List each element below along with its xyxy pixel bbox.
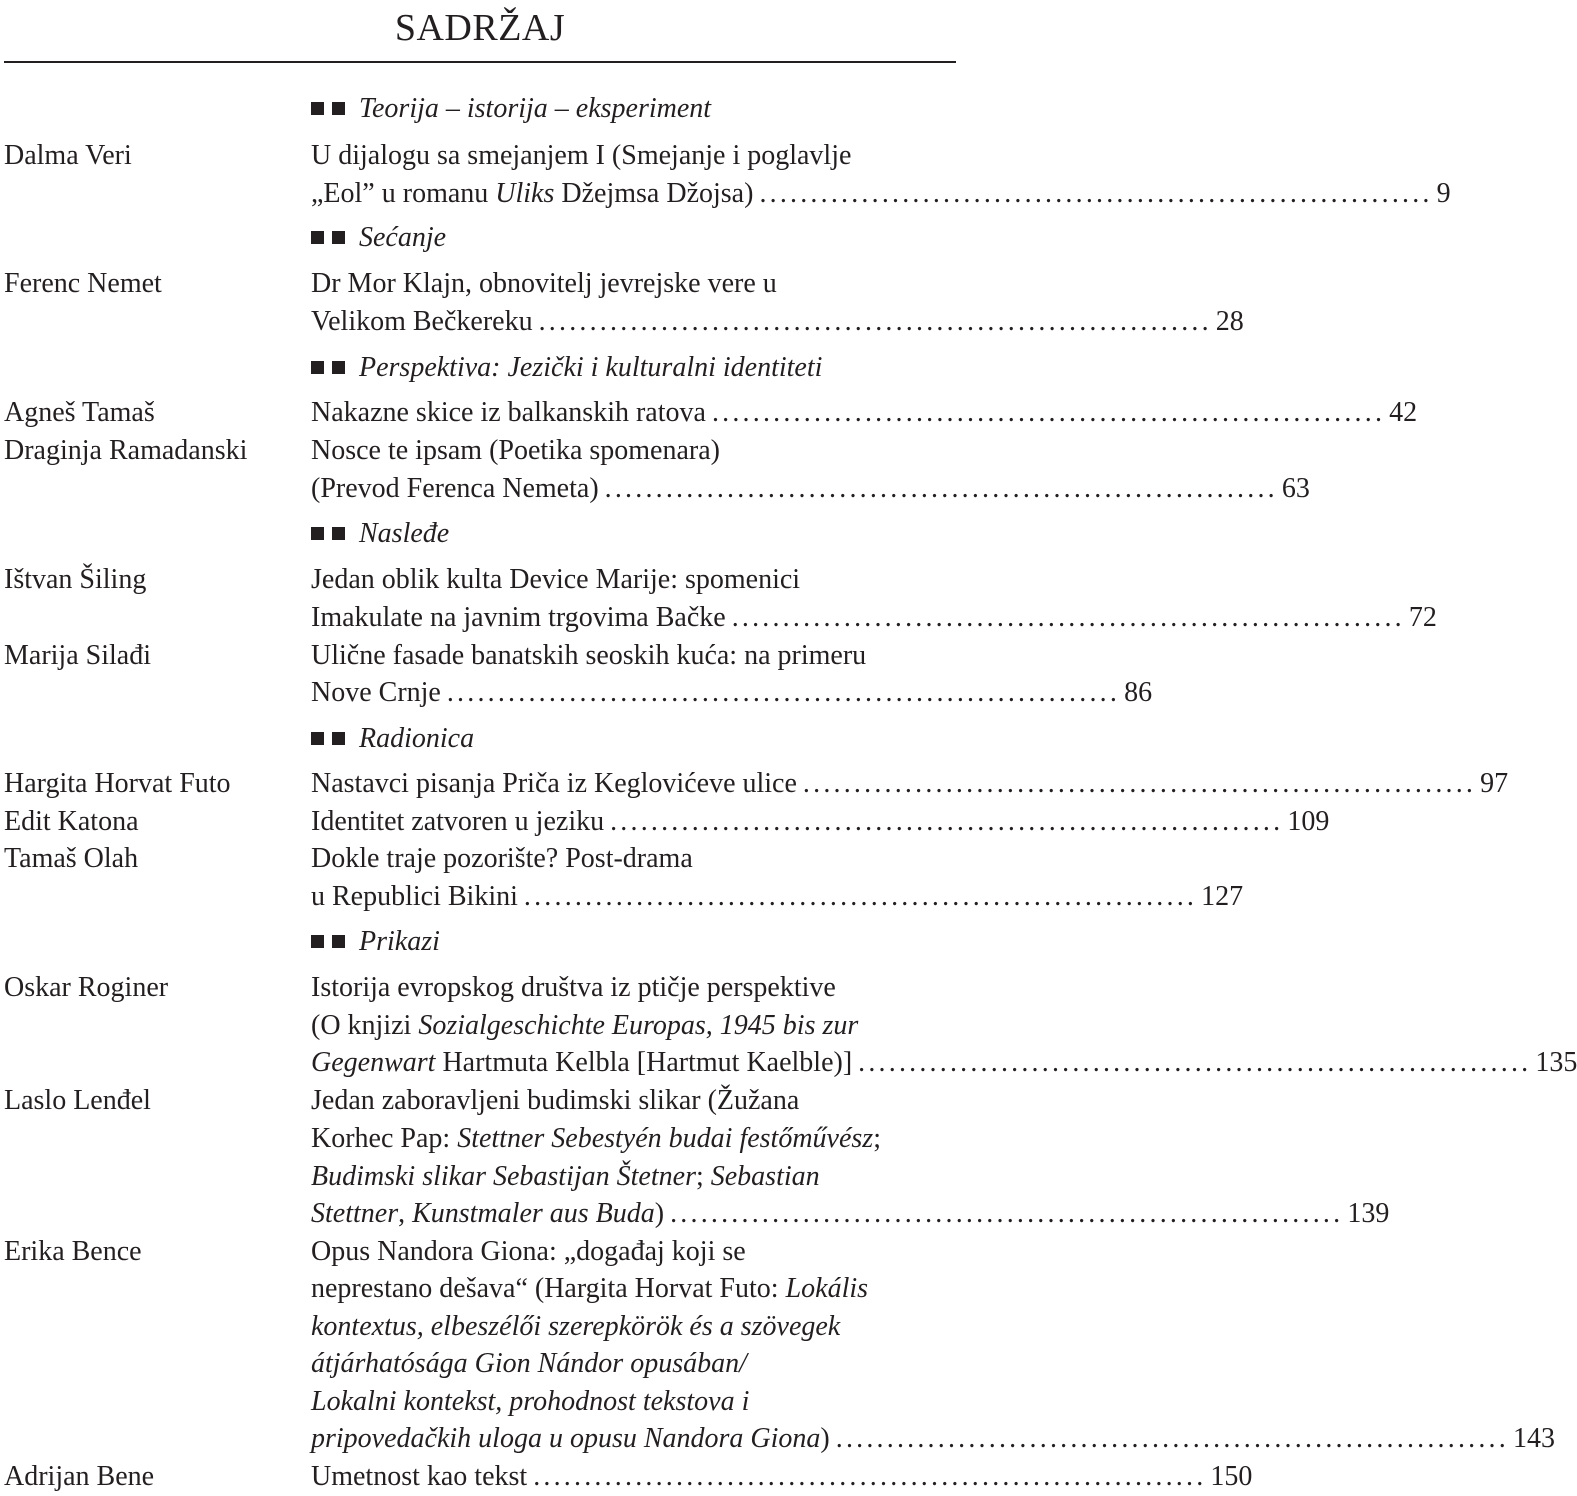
entry-title: neprestano dešava“ (Hargita Horvat Futo: (311, 1273, 786, 1304)
entry-title-italic: Sebastian (710, 1161, 820, 1192)
page-title: SADRŽAJ (394, 7, 566, 49)
entry-title: , (398, 1198, 413, 1229)
section-title: Nasleđe (359, 518, 450, 549)
toc-entry-line (0, 1195, 1390, 1233)
section-title: Sećanje (359, 222, 447, 253)
section-title: Teorija – istorija – eksperiment (359, 93, 712, 124)
entry-title-italic: Stettner Sebestyén budai festőművész (457, 1123, 874, 1154)
toc-entry-line (0, 1044, 1577, 1082)
bullet-square-icon (332, 935, 345, 948)
toc-entry[interactable] (0, 1082, 960, 1120)
entry-page-number: 42 (1389, 397, 1418, 428)
entry-title: Umetnost kao tekst (311, 1461, 528, 1492)
leader-dots: .................................................................. (523, 881, 1198, 912)
leader-dots: .................................................................. (610, 806, 1284, 837)
entry-page-number: 86 (1124, 677, 1153, 708)
entry-title-italic: Kunstmaler aus Buda (412, 1198, 655, 1229)
entry-author: Tamaš Olah (4, 843, 139, 874)
leader-dots: .................................................................. (446, 677, 1121, 708)
entry-title: Nove Crnje (311, 677, 441, 708)
entry-title: Imakulate na javnim trgovima Bačke (311, 602, 726, 633)
entry-page-number: 139 (1347, 1198, 1390, 1229)
leader-dots: .................................................................. (604, 473, 1278, 504)
entry-title: Velikom Bečkereku (311, 306, 533, 337)
entry-page-number: 109 (1287, 806, 1330, 837)
section-heading (0, 923, 960, 961)
entry-title: Dokle traje pozorište? Post-drama (311, 843, 693, 874)
toc-entry[interactable] (0, 394, 1418, 432)
entry-title: Dr Mor Klajn, obnovitelj jevrejske vere u (311, 268, 777, 299)
section-heading (0, 720, 960, 758)
entry-title: Opus Nandora Giona: „događaj koji se (311, 1236, 746, 1267)
entry-title: Identitet zatvoren u jeziku (311, 806, 605, 837)
entry-title-italic: Lokalni kontekst, prohodnost tekstova i (311, 1386, 750, 1417)
bullet-square-icon (311, 935, 324, 948)
toc-entry-line (0, 599, 1437, 637)
entry-page-number: 135 (1535, 1047, 1577, 1078)
toc-entry[interactable] (0, 840, 960, 878)
section-heading (0, 349, 960, 387)
entry-author: Ferenc Nemet (4, 268, 162, 299)
entry-title-italic: kontextus, elbeszélői szerepkörök és a szövegek (311, 1311, 841, 1342)
leader-dots: .................................................................. (858, 1047, 1532, 1078)
entry-page-number: 63 (1281, 473, 1310, 504)
entry-title: Hartmuta Kelbla [Hartmut Kaelble)] (435, 1047, 853, 1078)
entry-title: Nastavci pisanja Priča iz Keglovićeve ulice (311, 768, 797, 799)
entry-author: Laslo Lenđel (4, 1085, 151, 1116)
entry-title-italic: pripovedačkih uloga u opusu Nandora Giona (311, 1423, 821, 1454)
toc-entry-line (0, 878, 1244, 916)
entry-title: ; (695, 1161, 711, 1192)
toc-entry[interactable] (0, 765, 1509, 803)
entry-title: ; (873, 1123, 881, 1154)
entry-author: Draginja Ramadanski (4, 435, 248, 466)
entry-title: ) (654, 1198, 665, 1229)
bullet-square-icon (311, 732, 324, 745)
toc-entry[interactable] (0, 969, 960, 1007)
entry-title: Nakazne skice iz balkanskih ratova (311, 397, 706, 428)
section-heading (0, 90, 960, 128)
section-title: Perspektiva: Jezički i kulturalni identiteti (359, 352, 823, 383)
toc-entry-line (0, 1383, 960, 1421)
bullet-square-icon (332, 102, 345, 115)
section-title: Radionica (359, 723, 475, 754)
entry-title: (O knjizi (311, 1010, 419, 1041)
bullet-square-icon (332, 361, 345, 374)
entry-title-italic: Lokális (785, 1273, 869, 1304)
toc-entry-line (0, 1308, 960, 1346)
toc-entry-line (0, 1158, 960, 1196)
leader-dots: .................................................................. (533, 1461, 1207, 1492)
leader-dots: .................................................................. (538, 306, 1212, 337)
entry-title: Jedan oblik kulta Device Marije: spomenici (311, 564, 801, 595)
toc-entry[interactable] (0, 561, 960, 599)
toc-entry-line (0, 1420, 1555, 1458)
entry-title: (Prevod Ferenca Nemeta) (311, 473, 599, 504)
entry-author: Erika Bence (4, 1236, 142, 1267)
toc-entry[interactable] (0, 803, 1330, 841)
toc-entry-line (0, 1120, 960, 1158)
toc-entry-line (0, 470, 1310, 508)
entry-page-number: 150 (1210, 1461, 1253, 1492)
toc-entry-line (0, 303, 1244, 341)
toc-entry-line (0, 1007, 960, 1045)
entry-page-number: 143 (1512, 1423, 1555, 1454)
entry-author: Hargita Horvat Futo (4, 768, 231, 799)
entry-title: Ulične fasade banatskih seoskih kuća: na primeru (311, 640, 867, 671)
entry-author: Dalma Veri (4, 140, 132, 171)
toc-entry-line (0, 175, 1451, 213)
entry-title: Nosce te ipsam (Poetika spomenara) (311, 435, 720, 466)
toc-entry[interactable] (0, 1458, 1253, 1496)
leader-dots: .................................................................. (670, 1198, 1344, 1229)
toc-entry[interactable] (0, 432, 960, 470)
toc-entry-line (0, 674, 1153, 712)
entry-author: Adrijan Bene (4, 1461, 155, 1492)
entry-title: Džejmsa Džojsa) (554, 178, 754, 209)
toc-entry[interactable] (0, 137, 960, 175)
entry-page-number: 97 (1480, 768, 1509, 799)
entry-title-italic: átjárhatósága Gion Nándor opusában/ (311, 1348, 747, 1379)
leader-dots: .................................................................. (802, 768, 1477, 799)
leader-dots: .................................................................. (711, 397, 1386, 428)
bullet-square-icon (311, 527, 324, 540)
entry-author: Agneš Tamaš (4, 397, 155, 428)
entry-author: Edit Katona (4, 806, 139, 837)
bullet-square-icon (332, 527, 345, 540)
toc-entry[interactable] (0, 637, 960, 675)
entry-title-italic: Sozialgeschichte Europas, 1945 bis zur (418, 1010, 859, 1041)
leader-dots: .................................................................. (835, 1423, 1509, 1454)
entry-title: „Eol” u romanu (311, 178, 496, 209)
section-title: Prikazi (359, 926, 440, 957)
entry-title: ) (820, 1423, 830, 1454)
entry-page-number: 28 (1215, 306, 1244, 337)
entry-title-italic: Stettner (311, 1198, 399, 1229)
section-heading (0, 515, 960, 553)
entry-title: Jedan zaboravljeni budimski slikar (Žužana (311, 1085, 800, 1116)
entry-page-number: 127 (1201, 881, 1244, 912)
entry-author: Oskar Roginer (4, 972, 169, 1003)
toc-entry-line (0, 1345, 960, 1383)
toc-entry[interactable] (0, 1233, 960, 1271)
bullet-square-icon (311, 361, 324, 374)
entry-author: Ištvan Šiling (4, 564, 147, 595)
toc-entry-line (0, 1270, 960, 1308)
entry-page-number: 9 (1436, 178, 1451, 209)
bullet-square-icon (311, 102, 324, 115)
leader-dots: .................................................................. (759, 178, 1433, 209)
entry-title-italic: Uliks (495, 178, 555, 209)
toc-entry[interactable] (0, 265, 960, 303)
entry-page-number: 72 (1408, 602, 1437, 633)
leader-dots: .................................................................. (731, 602, 1405, 633)
entry-author: Marija Silađi (4, 640, 151, 671)
entry-title-italic: Gegenwart (311, 1047, 436, 1078)
bullet-square-icon (332, 732, 345, 745)
entry-title: Istorija evropskog društva iz ptičje perspektive (311, 972, 836, 1003)
entry-title: U dijalogu sa smejanjem I (Smejanje i poglavlje (311, 140, 852, 171)
bullet-square-icon (311, 231, 324, 244)
section-heading (0, 219, 960, 257)
bullet-square-icon (332, 231, 345, 244)
entry-title-italic: Budimski slikar Sebastijan Štetner (311, 1161, 696, 1192)
entry-title: Korhec Pap: (311, 1123, 458, 1154)
entry-title: u Republici Bikini (311, 881, 518, 912)
